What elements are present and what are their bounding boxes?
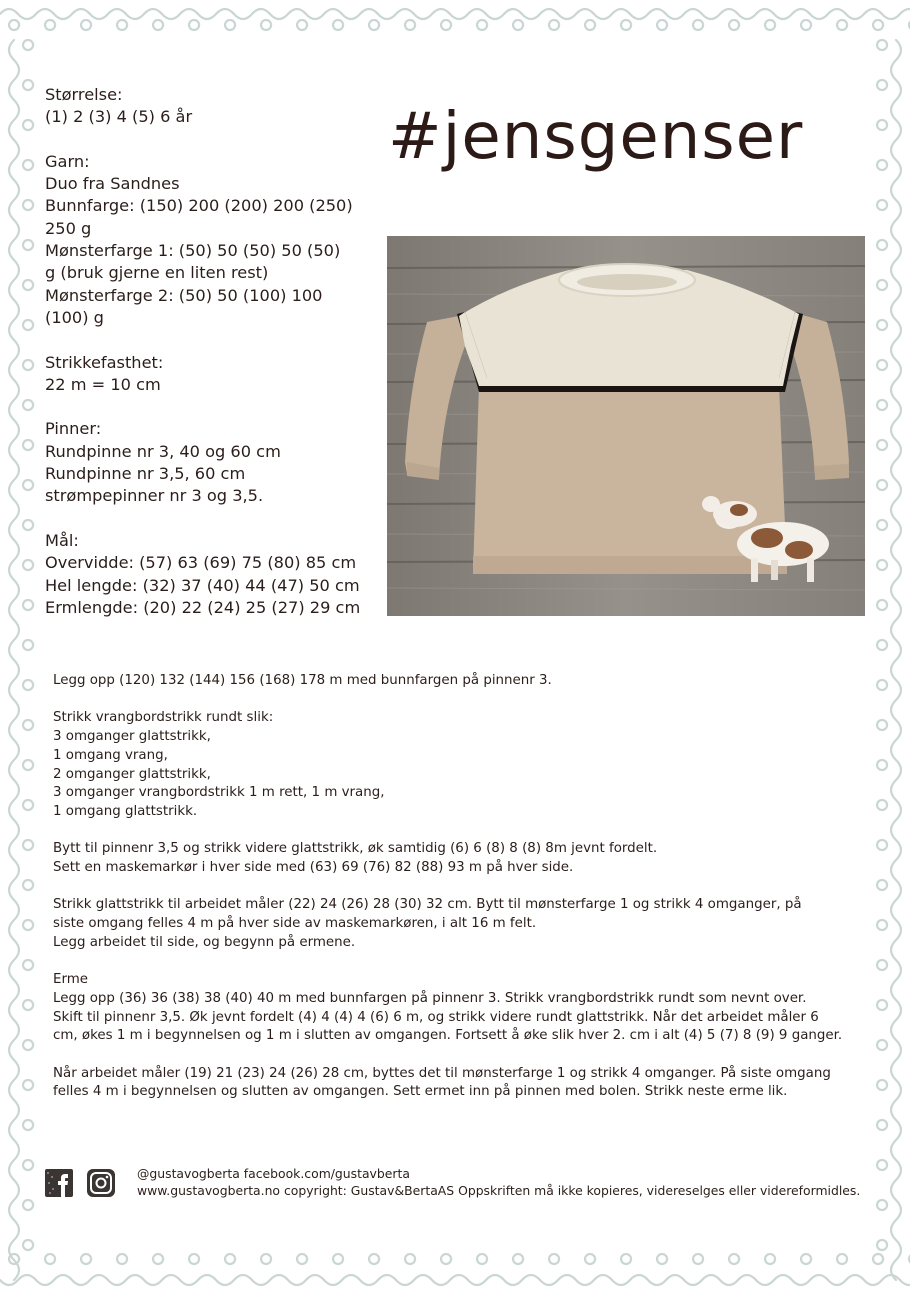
- spec-line: 250 g: [45, 218, 92, 238]
- instruction-line: Strikk glattstrikk til arbeidet måler (22) 24 (26) 28 (30) 32 cm. Bytt til mønsterfarge 1 og strikk 4 omganger, på: [53, 897, 802, 913]
- spec-line: (1) 2 (3) 4 (5) 6 år: [45, 107, 193, 127]
- instruction-paragraph: [53, 672, 871, 691]
- instruction-line: Legg arbeidet til side, og begynn på ermene.: [53, 934, 356, 950]
- instruction-paragraph-sleeve: [53, 971, 871, 1046]
- spec-line: Duo fra Sandnes: [45, 174, 180, 194]
- section-heading: Erme: [53, 972, 89, 988]
- instruction-line: siste omgang felles 4 m på hver side av maskemarkøren, i alt 16 m felt.: [53, 916, 537, 932]
- spec-label: Pinner:: [45, 419, 102, 439]
- sweater-photo: [387, 236, 865, 616]
- instruction-line: Strikk vrangbordstrikk rundt slik:: [53, 710, 274, 726]
- instruction-line: Når arbeidet måler (19) 21 (23) 24 (26) 28 cm, byttes det til mønsterfarge 1 og strikk 4 omganger. På siste omgang: [53, 1065, 831, 1081]
- spec-line: Bunnfarge: (150) 200 (200) 200 (250): [45, 196, 353, 216]
- instruction-line: 1 omgang glattstrikk.: [53, 803, 198, 819]
- instruction-line: felles 4 m i begynnelsen og slutten av omgangen. Sett ermet inn på pinnen med bolen. Strikk neste erme lik.: [53, 1084, 788, 1100]
- instruction-line: cm, økes 1 m i begynnelsen og 1 m i slutten av omgangen. Fortsett å øke slik hver 2. cm i alt (4) 5 (7) 8 (9) 9 ganger.: [53, 1028, 843, 1044]
- instruction-paragraph: [53, 709, 871, 821]
- spec-line: g (bruk gjerne en liten rest): [45, 263, 269, 283]
- spec-line: strømpepinner nr 3 og 3,5.: [45, 486, 264, 506]
- facebook-icon[interactable]: [44, 1168, 74, 1198]
- spec-line: Overvidde: (57) 63 (69) 75 (80) 85 cm: [45, 553, 357, 573]
- spec-label: Mål:: [45, 530, 79, 550]
- spec-needles: [45, 418, 380, 507]
- instruction-paragraph: [53, 1065, 871, 1102]
- footer-copyright-line: www.gustavogberta.no copyright: Gustav&BertaAS Oppskriften må ikke kopieres, videreselges eller videreformidles.: [137, 1183, 861, 1199]
- footer-social-line: @gustavogberta facebook.com/gustavberta: [137, 1166, 410, 1181]
- spec-line: Rundpinne nr 3,5, 60 cm: [45, 464, 246, 484]
- instruction-line: Legg opp (36) 36 (38) 38 (40) 40 m med bunnfargen på pinnenr 3. Strikk vrangbordstrikk rundt som nevnt over.: [53, 990, 807, 1006]
- spec-line: Ermlengde: (20) 22 (24) 25 (27) 29 cm: [45, 597, 361, 617]
- page-title: #jensgenser: [388, 100, 804, 174]
- spec-line: (100) g: [45, 307, 104, 327]
- spec-line: Mønsterfarge 1: (50) 50 (50) 50 (50): [45, 241, 341, 261]
- instruction-paragraph: [53, 896, 871, 952]
- instruction-paragraph: [53, 840, 871, 877]
- instruction-line: 3 omganger vrangbordstrikk 1 m rett, 1 m vrang,: [53, 785, 385, 801]
- spec-line: Rundpinne nr 3, 40 og 60 cm: [45, 441, 281, 461]
- instagram-icon[interactable]: [86, 1168, 116, 1198]
- social-icons: [44, 1168, 116, 1198]
- instruction-line: Bytt til pinnenr 3,5 og strikk videre glattstrikk, øk samtidig (6) 6 (8) 8 (8) 8m jevnt fordelt.: [53, 841, 658, 857]
- instruction-line: 3 omganger glattstrikk,: [53, 729, 211, 745]
- specs-panel: [45, 84, 380, 641]
- spec-line: 22 m = 10 cm: [45, 374, 161, 394]
- spec-size: [45, 84, 380, 129]
- spec-measurements: [45, 530, 380, 619]
- spec-line: Hel lengde: (32) 37 (40) 44 (47) 50 cm: [45, 575, 360, 595]
- instruction-line: 2 omganger glattstrikk,: [53, 766, 211, 782]
- instruction-line: Skift til pinnenr 3,5. Øk jevnt fordelt (4) 4 (4) 4 (6) 6 m, og strikk videre rundt glattstrikk. Når det arbeidet måler 6: [53, 1009, 819, 1025]
- spec-label: Størrelse:: [45, 85, 123, 104]
- instructions: [53, 672, 871, 1121]
- spec-label: Strikkefasthet:: [45, 352, 164, 372]
- instruction-line: 1 omgang vrang,: [53, 747, 168, 763]
- spec-gauge: [45, 352, 380, 397]
- instruction-line: Legg opp (120) 132 (144) 156 (168) 178 m med bunnfargen på pinnenr 3.: [53, 673, 552, 688]
- spec-line: Mønsterfarge 2: (50) 50 (100) 100: [45, 285, 323, 305]
- spec-yarn: [45, 151, 380, 329]
- instruction-line: Sett en maskemarkør i hver side med (63) 69 (76) 82 (88) 93 m på hver side.: [53, 860, 574, 875]
- spec-label: Garn:: [45, 151, 90, 171]
- footer: [137, 1165, 877, 1200]
